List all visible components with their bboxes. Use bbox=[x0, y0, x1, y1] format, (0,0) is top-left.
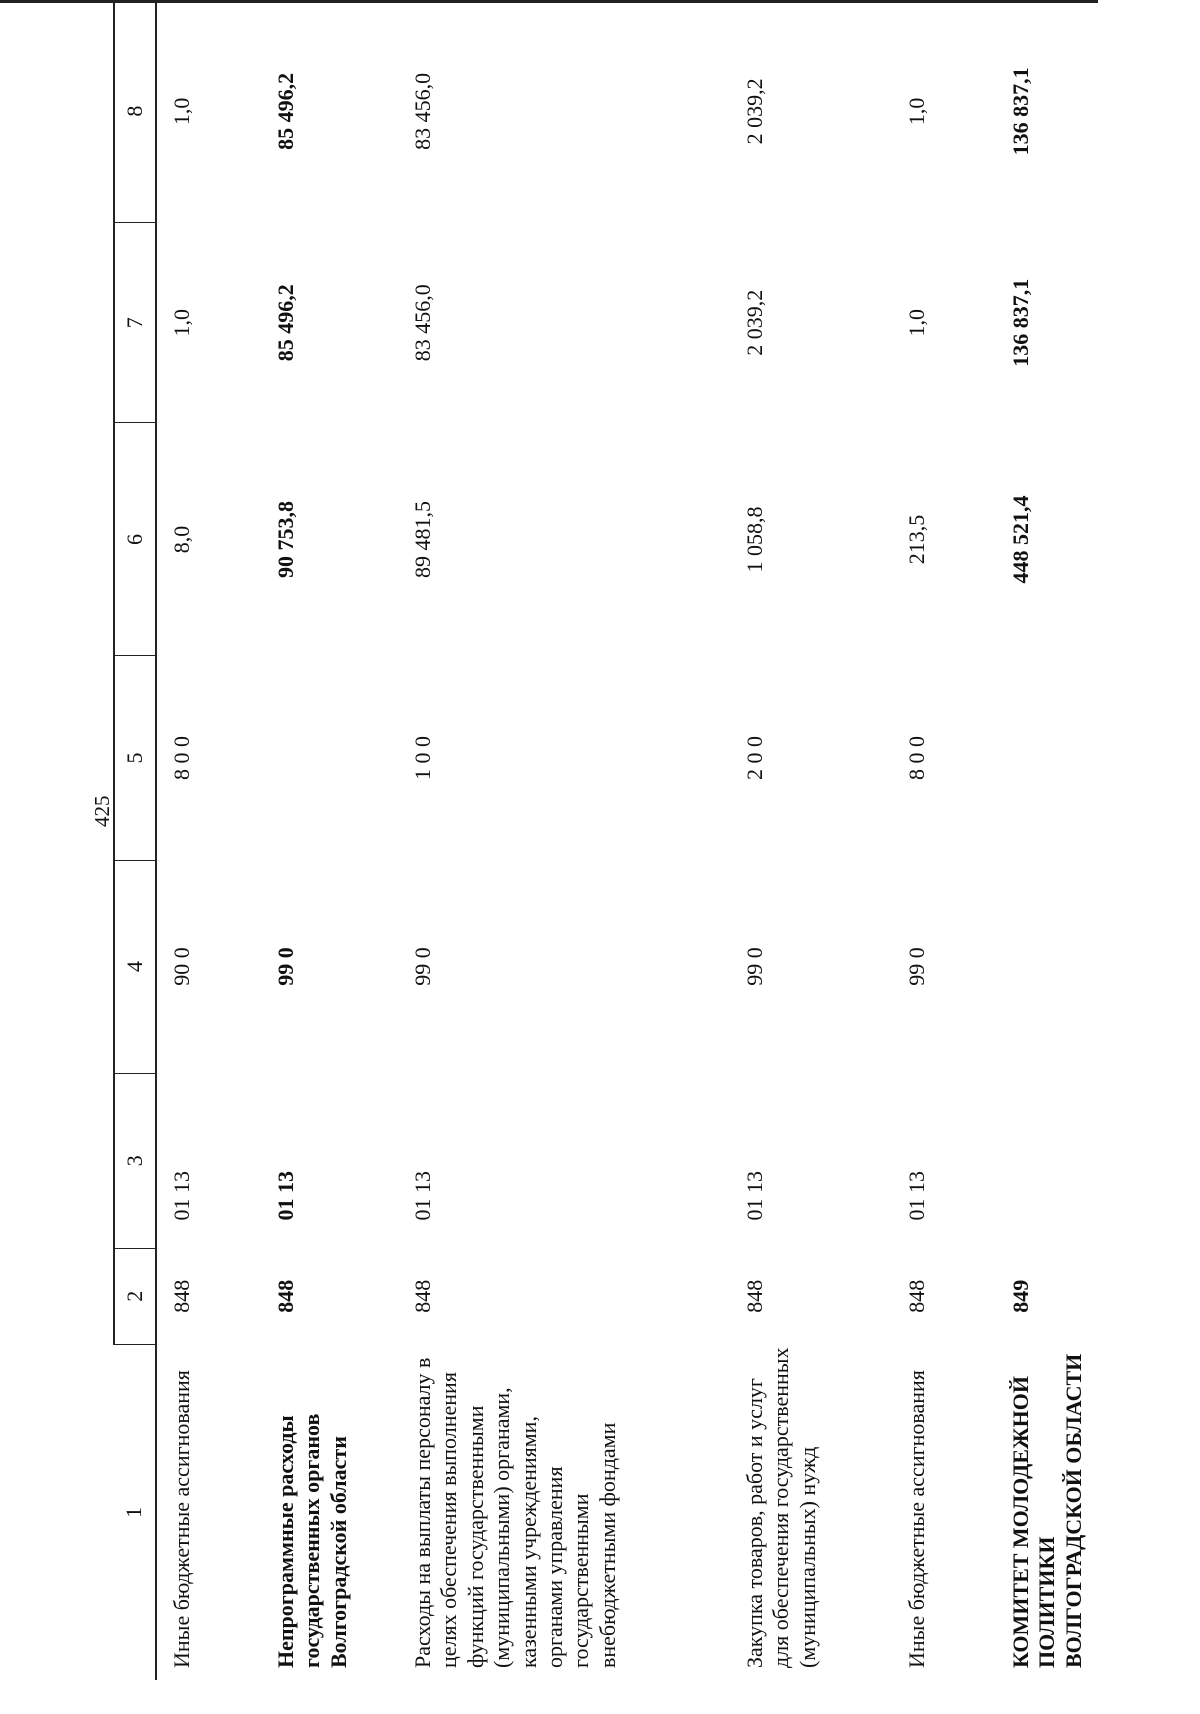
header-col-4: 4 bbox=[114, 860, 156, 1073]
cell-col-3: 01 13 bbox=[169, 1170, 194, 1221]
cell-col-6: 90 753,8 bbox=[273, 500, 298, 578]
budget-table bbox=[113, 0, 1112, 1680]
header-col-1: 1 bbox=[114, 1344, 156, 1680]
table-row bbox=[730, 0, 892, 1680]
table-row bbox=[892, 0, 996, 1680]
cell-col-8: 1,0 bbox=[169, 97, 194, 126]
row-label: Иные бюджетные ассигнования bbox=[904, 1370, 929, 1668]
cell-col-6: 448 521,4 bbox=[1008, 495, 1033, 584]
cell-col-4: 99 0 bbox=[904, 947, 929, 986]
table-row bbox=[996, 0, 1112, 1680]
cell-col-7: 136 837,1 bbox=[1008, 278, 1033, 367]
cell-col-8: 136 837,1 bbox=[1008, 67, 1033, 156]
cell-col-2: 849 bbox=[1008, 1279, 1033, 1313]
cell-col-7: 1,0 bbox=[904, 309, 929, 337]
cell-col-4 bbox=[996, 860, 1112, 1073]
cell-col-4: 99 0 bbox=[273, 947, 298, 986]
cell-col-6: 213,5 bbox=[904, 514, 929, 565]
header-col-5: 5 bbox=[114, 656, 156, 860]
cell-col-4: 90 0 bbox=[169, 947, 194, 986]
cell-col-4: 99 0 bbox=[742, 947, 767, 986]
cell-col-5: 8 0 0 bbox=[904, 736, 929, 780]
cell-col-2: 848 bbox=[273, 1279, 298, 1313]
cell-col-3: 01 13 bbox=[273, 1170, 298, 1221]
row-label: Закупка товаров, работ и услуг для обеспечения государственных (муниципальных) нужд bbox=[742, 1347, 820, 1668]
cell-col-4: 99 0 bbox=[410, 947, 435, 986]
cell-col-2: 848 bbox=[904, 1279, 929, 1313]
cell-col-5 bbox=[996, 656, 1112, 860]
table-row bbox=[398, 0, 730, 1680]
cell-col-3 bbox=[996, 1073, 1112, 1248]
table-row bbox=[261, 0, 398, 1680]
cell-col-2: 848 bbox=[742, 1279, 767, 1313]
header-col-6: 6 bbox=[114, 423, 156, 656]
header-row bbox=[114, 0, 156, 1680]
cell-col-5: 1 0 0 bbox=[410, 736, 435, 780]
cell-col-5 bbox=[261, 656, 398, 860]
row-label: Непрограммные расходы государственных органов Волгоградской области bbox=[273, 1413, 351, 1668]
cell-col-2: 848 bbox=[410, 1279, 435, 1313]
header-col-7: 7 bbox=[114, 223, 156, 423]
row-label: Иные бюджетные ассигнования bbox=[169, 1370, 194, 1668]
cell-col-3: 01 13 bbox=[742, 1170, 767, 1221]
cell-col-6: 1 058,8 bbox=[742, 506, 767, 573]
cell-col-7: 85 496,2 bbox=[273, 284, 298, 362]
cell-col-3: 01 13 bbox=[904, 1170, 929, 1221]
cell-col-7: 1,0 bbox=[169, 309, 194, 337]
cell-col-7: 2 039,2 bbox=[742, 289, 767, 356]
cell-col-3: 01 13 bbox=[410, 1170, 435, 1221]
cell-col-6: 8,0 bbox=[169, 525, 194, 554]
row-label: Расходы на выплаты персоналу в целях обеспечения выполнения функций государственными (муниципальными) органами, казенными учреждениями, органами управления государственными внебюджетными фондами bbox=[410, 1357, 620, 1668]
page-number: 425 bbox=[90, 795, 114, 827]
cell-col-5: 2 0 0 bbox=[742, 736, 767, 780]
cell-col-8: 83 456,0 bbox=[410, 72, 435, 150]
header-col-3: 3 bbox=[114, 1073, 156, 1248]
cell-col-7: 83 456,0 bbox=[410, 284, 435, 362]
header-col-8: 8 bbox=[114, 0, 156, 223]
row-label: КОМИТЕТ МОЛОДЕЖНОЙ ПОЛИТИКИ ВОЛГОГРАДСКОЙ ОБЛАСТИ bbox=[1008, 1353, 1086, 1668]
cell-col-2: 848 bbox=[169, 1279, 194, 1313]
cell-col-8: 85 496,2 bbox=[273, 72, 298, 150]
cell-col-6: 89 481,5 bbox=[410, 500, 435, 578]
cell-col-8: 1,0 bbox=[904, 97, 929, 126]
cell-col-8: 2 039,2 bbox=[742, 78, 767, 145]
table-row bbox=[156, 0, 261, 1680]
cell-col-5: 8 0 0 bbox=[169, 736, 194, 780]
header-col-2: 2 bbox=[114, 1248, 156, 1344]
